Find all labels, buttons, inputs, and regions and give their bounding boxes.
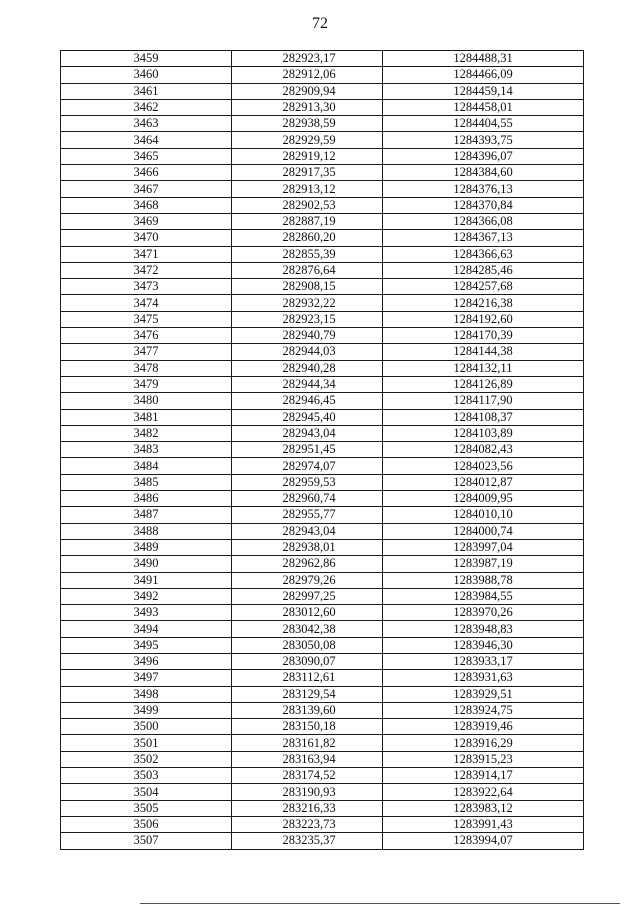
- point-number-cell: 3491: [61, 572, 232, 588]
- y-coordinate-cell: 1284459,14: [383, 83, 584, 99]
- x-coordinate-cell: 282902,53: [232, 197, 383, 213]
- coordinates-table: [60, 50, 584, 850]
- y-coordinate-cell: 1283924,75: [383, 702, 584, 718]
- y-coordinate-cell: 1283919,46: [383, 719, 584, 735]
- x-coordinate-cell: 282960,74: [232, 491, 383, 507]
- y-coordinate-cell: 1283987,19: [383, 556, 584, 572]
- x-coordinate-cell: 283163,94: [232, 751, 383, 767]
- point-number-cell: 3506: [61, 816, 232, 832]
- x-coordinate-cell: 282876,64: [232, 262, 383, 278]
- x-coordinate-cell: 282860,20: [232, 230, 383, 246]
- point-number-cell: 3501: [61, 735, 232, 751]
- table-row: [61, 51, 584, 67]
- point-number-cell: 3464: [61, 132, 232, 148]
- x-coordinate-cell: 282917,35: [232, 165, 383, 181]
- y-coordinate-cell: 1283983,12: [383, 800, 584, 816]
- point-number-cell: 3477: [61, 344, 232, 360]
- y-coordinate-cell: 1284108,37: [383, 409, 584, 425]
- point-number-cell: 3489: [61, 539, 232, 555]
- x-coordinate-cell: 283112,61: [232, 670, 383, 686]
- y-coordinate-cell: 1284012,87: [383, 474, 584, 490]
- table-row: [61, 148, 584, 164]
- y-coordinate-cell: 1283915,23: [383, 751, 584, 767]
- y-coordinate-cell: 1284117,90: [383, 393, 584, 409]
- x-coordinate-cell: 283150,18: [232, 719, 383, 735]
- y-coordinate-cell: 1283984,55: [383, 588, 584, 604]
- table-row: [61, 491, 584, 507]
- point-number-cell: 3482: [61, 425, 232, 441]
- table-row: [61, 360, 584, 376]
- x-coordinate-cell: 282955,77: [232, 507, 383, 523]
- table-row: [61, 572, 584, 588]
- table-row: [61, 230, 584, 246]
- x-coordinate-cell: 283216,33: [232, 800, 383, 816]
- x-coordinate-cell: 282923,17: [232, 51, 383, 67]
- table-row: [61, 213, 584, 229]
- point-number-cell: 3461: [61, 83, 232, 99]
- point-number-cell: 3468: [61, 197, 232, 213]
- y-coordinate-cell: 1284466,09: [383, 67, 584, 83]
- y-coordinate-cell: 1284010,10: [383, 507, 584, 523]
- table-row: [61, 116, 584, 132]
- point-number-cell: 3463: [61, 116, 232, 132]
- x-coordinate-cell: 282940,79: [232, 328, 383, 344]
- table-row: [61, 523, 584, 539]
- point-number-cell: 3496: [61, 653, 232, 669]
- x-coordinate-cell: 283235,37: [232, 833, 383, 849]
- table-row: [61, 816, 584, 832]
- y-coordinate-cell: 1284393,75: [383, 132, 584, 148]
- point-number-cell: 3479: [61, 376, 232, 392]
- x-coordinate-cell: 282943,04: [232, 523, 383, 539]
- point-number-cell: 3490: [61, 556, 232, 572]
- point-number-cell: 3474: [61, 295, 232, 311]
- y-coordinate-cell: 1283933,17: [383, 653, 584, 669]
- x-coordinate-cell: 283174,52: [232, 768, 383, 784]
- point-number-cell: 3478: [61, 360, 232, 376]
- point-number-cell: 3498: [61, 686, 232, 702]
- table-row: [61, 99, 584, 115]
- y-coordinate-cell: 1284132,11: [383, 360, 584, 376]
- table-row: [61, 605, 584, 621]
- y-coordinate-cell: 1284082,43: [383, 442, 584, 458]
- point-number-cell: 3465: [61, 148, 232, 164]
- y-coordinate-cell: 1283970,26: [383, 605, 584, 621]
- table-row: [61, 621, 584, 637]
- point-number-cell: 3487: [61, 507, 232, 523]
- table-row: [61, 686, 584, 702]
- point-number-cell: 3460: [61, 67, 232, 83]
- point-number-cell: 3485: [61, 474, 232, 490]
- table-row: [61, 67, 584, 83]
- point-number-cell: 3476: [61, 328, 232, 344]
- x-coordinate-cell: 282944,34: [232, 376, 383, 392]
- x-coordinate-cell: 282913,30: [232, 99, 383, 115]
- x-coordinate-cell: 282908,15: [232, 279, 383, 295]
- point-number-cell: 3499: [61, 702, 232, 718]
- x-coordinate-cell: 282997,25: [232, 588, 383, 604]
- table-row: [61, 442, 584, 458]
- x-coordinate-cell: 282909,94: [232, 83, 383, 99]
- x-coordinate-cell: 282929,59: [232, 132, 383, 148]
- page-number: 72: [312, 15, 328, 32]
- table-row: [61, 425, 584, 441]
- x-coordinate-cell: 283223,73: [232, 816, 383, 832]
- table-row: [61, 458, 584, 474]
- point-number-cell: 3480: [61, 393, 232, 409]
- table-row: [61, 165, 584, 181]
- table-row: [61, 279, 584, 295]
- table-row: [61, 653, 584, 669]
- y-coordinate-cell: 1284144,38: [383, 344, 584, 360]
- coordinates-table-body: [61, 51, 584, 850]
- table-row: [61, 376, 584, 392]
- y-coordinate-cell: 1284396,07: [383, 148, 584, 164]
- table-row: [61, 800, 584, 816]
- y-coordinate-cell: 1284376,13: [383, 181, 584, 197]
- point-number-cell: 3505: [61, 800, 232, 816]
- point-number-cell: 3503: [61, 768, 232, 784]
- point-number-cell: 3462: [61, 99, 232, 115]
- table-row: [61, 833, 584, 849]
- y-coordinate-cell: 1284404,55: [383, 116, 584, 132]
- table-row: [61, 670, 584, 686]
- point-number-cell: 3493: [61, 605, 232, 621]
- table-row: [61, 539, 584, 555]
- y-coordinate-cell: 1283922,64: [383, 784, 584, 800]
- y-coordinate-cell: 1284458,01: [383, 99, 584, 115]
- point-number-cell: 3507: [61, 833, 232, 849]
- point-number-cell: 3484: [61, 458, 232, 474]
- table-row: [61, 344, 584, 360]
- x-coordinate-cell: 283139,60: [232, 702, 383, 718]
- y-coordinate-cell: 1283991,43: [383, 816, 584, 832]
- point-number-cell: 3466: [61, 165, 232, 181]
- x-coordinate-cell: 282932,22: [232, 295, 383, 311]
- y-coordinate-cell: 1283916,29: [383, 735, 584, 751]
- point-number-cell: 3492: [61, 588, 232, 604]
- point-number-cell: 3502: [61, 751, 232, 767]
- y-coordinate-cell: 1284488,31: [383, 51, 584, 67]
- table-row: [61, 702, 584, 718]
- y-coordinate-cell: 1284000,74: [383, 523, 584, 539]
- y-coordinate-cell: 1284257,68: [383, 279, 584, 295]
- x-coordinate-cell: 282946,45: [232, 393, 383, 409]
- y-coordinate-cell: 1284126,89: [383, 376, 584, 392]
- table-row: [61, 784, 584, 800]
- x-coordinate-cell: 283042,38: [232, 621, 383, 637]
- y-coordinate-cell: 1283994,07: [383, 833, 584, 849]
- point-number-cell: 3486: [61, 491, 232, 507]
- table-row: [61, 637, 584, 653]
- table-row: [61, 181, 584, 197]
- table-row: [61, 556, 584, 572]
- table-row: [61, 262, 584, 278]
- x-coordinate-cell: 282919,12: [232, 148, 383, 164]
- point-number-cell: 3481: [61, 409, 232, 425]
- table-row: [61, 197, 584, 213]
- y-coordinate-cell: 1283948,83: [383, 621, 584, 637]
- point-number-cell: 3472: [61, 262, 232, 278]
- table-row: [61, 311, 584, 327]
- table-row: [61, 246, 584, 262]
- y-coordinate-cell: 1284370,84: [383, 197, 584, 213]
- x-coordinate-cell: 283190,93: [232, 784, 383, 800]
- x-coordinate-cell: 283090,07: [232, 653, 383, 669]
- y-coordinate-cell: 1283914,17: [383, 768, 584, 784]
- y-coordinate-cell: 1284170,39: [383, 328, 584, 344]
- table-row: [61, 393, 584, 409]
- table-row: [61, 83, 584, 99]
- y-coordinate-cell: 1284103,89: [383, 425, 584, 441]
- x-coordinate-cell: 283129,54: [232, 686, 383, 702]
- x-coordinate-cell: 282951,45: [232, 442, 383, 458]
- x-coordinate-cell: 282962,86: [232, 556, 383, 572]
- y-coordinate-cell: 1283931,63: [383, 670, 584, 686]
- x-coordinate-cell: 282974,07: [232, 458, 383, 474]
- x-coordinate-cell: 282943,04: [232, 425, 383, 441]
- table-row: [61, 132, 584, 148]
- y-coordinate-cell: 1284009,95: [383, 491, 584, 507]
- x-coordinate-cell: 282887,19: [232, 213, 383, 229]
- y-coordinate-cell: 1283988,78: [383, 572, 584, 588]
- x-coordinate-cell: 282940,28: [232, 360, 383, 376]
- x-coordinate-cell: 282938,01: [232, 539, 383, 555]
- table-row: [61, 295, 584, 311]
- point-number-cell: 3500: [61, 719, 232, 735]
- x-coordinate-cell: 282959,53: [232, 474, 383, 490]
- y-coordinate-cell: 1284366,63: [383, 246, 584, 262]
- footer-rule: [140, 903, 620, 904]
- x-coordinate-cell: 282945,40: [232, 409, 383, 425]
- y-coordinate-cell: 1284216,38: [383, 295, 584, 311]
- y-coordinate-cell: 1283997,04: [383, 539, 584, 555]
- table-row: [61, 768, 584, 784]
- table-row: [61, 474, 584, 490]
- y-coordinate-cell: 1283929,51: [383, 686, 584, 702]
- y-coordinate-cell: 1284367,13: [383, 230, 584, 246]
- point-number-cell: 3467: [61, 181, 232, 197]
- y-coordinate-cell: 1283946,30: [383, 637, 584, 653]
- y-coordinate-cell: 1284384,60: [383, 165, 584, 181]
- x-coordinate-cell: 283050,08: [232, 637, 383, 653]
- y-coordinate-cell: 1284192,60: [383, 311, 584, 327]
- point-number-cell: 3469: [61, 213, 232, 229]
- point-number-cell: 3494: [61, 621, 232, 637]
- x-coordinate-cell: 283161,82: [232, 735, 383, 751]
- y-coordinate-cell: 1284285,46: [383, 262, 584, 278]
- y-coordinate-cell: 1284023,56: [383, 458, 584, 474]
- table-row: [61, 735, 584, 751]
- table-row: [61, 409, 584, 425]
- point-number-cell: 3504: [61, 784, 232, 800]
- y-coordinate-cell: 1284366,08: [383, 213, 584, 229]
- x-coordinate-cell: 282913,12: [232, 181, 383, 197]
- point-number-cell: 3497: [61, 670, 232, 686]
- point-number-cell: 3483: [61, 442, 232, 458]
- point-number-cell: 3488: [61, 523, 232, 539]
- table-row: [61, 719, 584, 735]
- table-row: [61, 751, 584, 767]
- point-number-cell: 3473: [61, 279, 232, 295]
- x-coordinate-cell: 282979,26: [232, 572, 383, 588]
- x-coordinate-cell: 282912,06: [232, 67, 383, 83]
- point-number-cell: 3495: [61, 637, 232, 653]
- x-coordinate-cell: 282855,39: [232, 246, 383, 262]
- point-number-cell: 3475: [61, 311, 232, 327]
- point-number-cell: 3471: [61, 246, 232, 262]
- x-coordinate-cell: 282923,15: [232, 311, 383, 327]
- table-row: [61, 588, 584, 604]
- table-row: [61, 328, 584, 344]
- x-coordinate-cell: 283012,60: [232, 605, 383, 621]
- table-row: [61, 507, 584, 523]
- x-coordinate-cell: 282938,59: [232, 116, 383, 132]
- point-number-cell: 3459: [61, 51, 232, 67]
- x-coordinate-cell: 282944,03: [232, 344, 383, 360]
- point-number-cell: 3470: [61, 230, 232, 246]
